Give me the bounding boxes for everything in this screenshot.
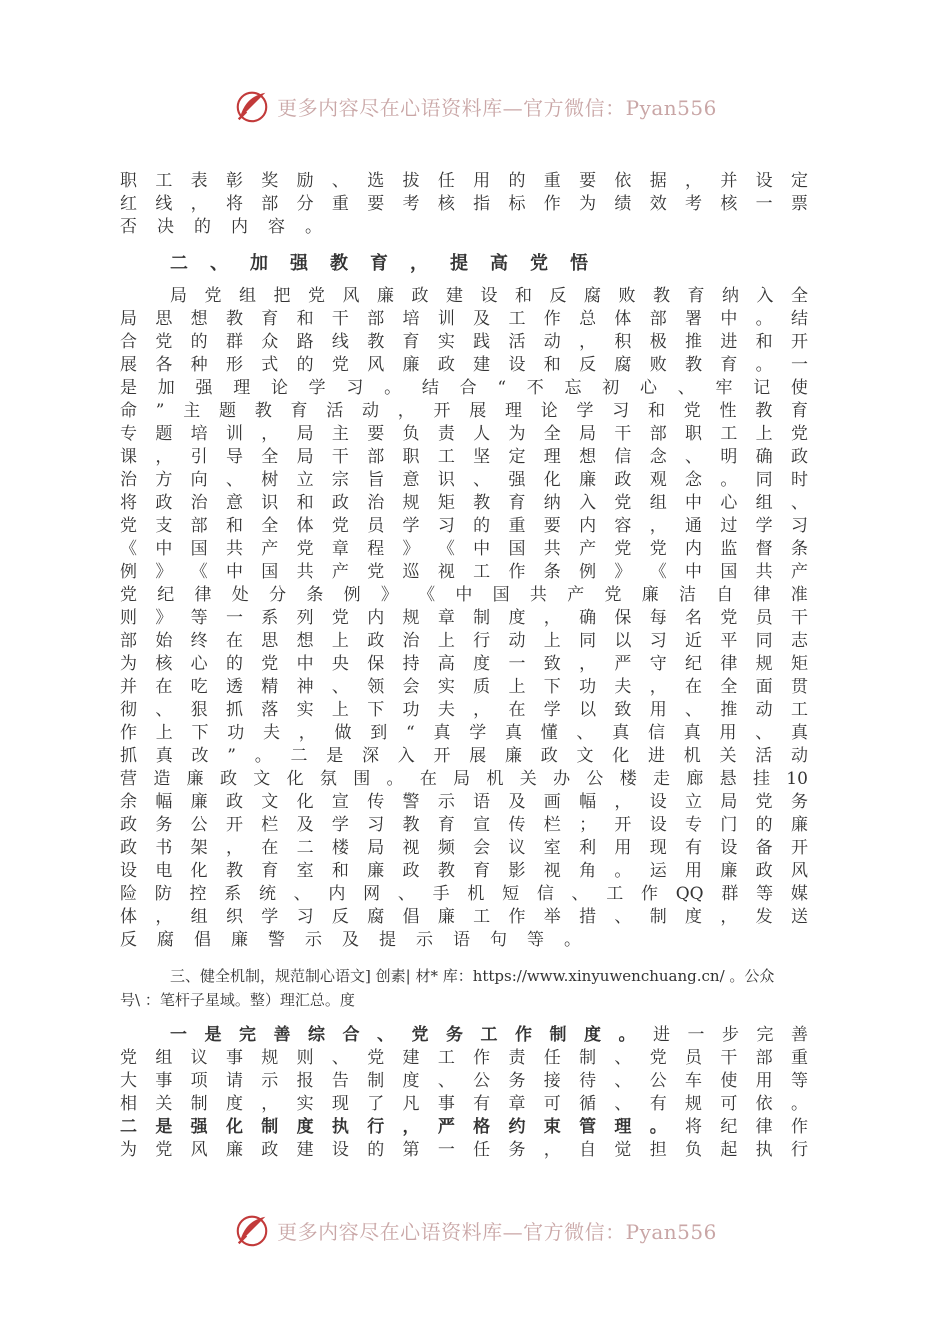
banner-text: 更多内容尽在心语资料库—官方微信：Pyan556 [277, 95, 717, 120]
paragraph-3-body [120, 1047, 808, 1116]
text-line: 部 始 终 在 思 想 上 政 治 上 行 动 上 同 以 习 近 平 同 志 [120, 631, 808, 651]
text-line: 险 防 控 系 统 、 内 网 、 手 机 短 信 、 工 作 QQ 群 等 媒 [120, 884, 808, 904]
text-line: 体 ， 组 织 学 习 反 腐 倡 廉 工 作 举 措 、 制 度 ， 发 送 [120, 907, 808, 927]
section-heading-3-line: 三、健全机制，规范制心语文] 创素| 材* 库：https://www.xinyuwenchuang.cn/ 。公众 [170, 967, 775, 985]
text-line: 将 政 治 意 识 和 政 治 规 矩 教 育 纳 入 党 组 中 心 组 、 [120, 493, 808, 513]
text-line: 大 事 项 请 示 报 告 制 度 、 公 务 接 待 、 公 车 使 用 等 [120, 1071, 808, 1091]
text-line: 课 ， 引 导 全 局 干 部 职 工 坚 定 理 想 信 念 、 明 确 政 [120, 447, 808, 467]
text-line: 抓 真 改 ” 。 二 是 深 入 开 展 廉 政 文 化 进 机 关 活 动 [120, 746, 808, 766]
text-line: 局 思 想 教 育 和 干 部 培 训 及 工 作 总 体 部 署 中 。 结 [120, 309, 808, 329]
pen-seal-logo-icon [233, 87, 271, 125]
text-line: 为 核 心 的 党 中 央 保 持 高 度 一 致 ， 严 守 纪 律 规 矩 [120, 654, 808, 674]
text-line: 《 中 国 共 产 党 章 程 》 《 中 国 共 产 党 党 内 监 督 条 [120, 539, 808, 559]
paragraph-3-line-1: 一 是 完 善 综 合 、 党 务 工 作 制 度 。 进 一 步 完 善 [170, 1025, 808, 1045]
text-line: 设 电 化 教 育 室 和 廉 政 教 育 影 视 角 。 运 用 廉 政 风 [120, 861, 808, 881]
text-line: 合 党 的 群 众 路 线 教 育 实 践 活 动 ， 积 极 推 进 和 开 [120, 332, 808, 352]
text-line: 是 加 强 理 论 学 习 。 结 合 “ 不 忘 初 心 、 牢 记 使 [120, 378, 808, 398]
section-heading-2: 二 、 加 强 教 育 ， 提 高 党 悟 [170, 253, 588, 274]
text-line: 则 》 等 一 系 列 党 内 规 章 制 度 ， 确 保 每 名 党 员 干 [120, 608, 808, 628]
text-line: 相 关 制 度 ， 实 现 了 凡 事 有 章 可 循 、 有 规 可 依 。 [120, 1094, 808, 1114]
text-line: 党 纪 律 处 分 条 例 》 《 中 国 共 产 党 廉 洁 自 律 准 [120, 585, 808, 605]
text-line: 余 幅 廉 政 文 化 宣 传 警 示 语 及 画 幅 ， 设 立 局 党 务 [120, 792, 808, 812]
document-body [120, 170, 808, 1162]
paragraph-1 [120, 170, 808, 239]
text-line: 展 各 种 形 式 的 党 风 廉 政 建 设 和 反 腐 败 教 育 。 一 [120, 355, 808, 375]
text-line: 作 上 下 功 夫 ， 做 到 “ 真 学 真 懂 、 真 信 真 用 、 真 [120, 723, 808, 743]
banner-text: 更多内容尽在心语资料库—官方微信：Pyan556 [277, 1219, 717, 1244]
paragraph-3-line-5: 二 是 强 化 制 度 执 行 ， 严 格 约 束 管 理 。 将 纪 律 作 [120, 1117, 808, 1137]
text-line: 例 》 《 中 国 共 产 党 巡 视 工 作 条 例 》 《 中 国 共 产 [120, 562, 808, 582]
text-line: 职 工 表 彰 奖 励 、 选 拔 任 用 的 重 要 依 据 ， 并 设 定 [120, 171, 808, 191]
top-watermark-banner [0, 86, 950, 126]
text-line: 专 题 培 训 ， 局 主 要 负 责 人 为 全 局 干 部 职 工 上 党 [120, 424, 808, 444]
text-line: 治 方 向 、 树 立 宗 旨 意 识 、 强 化 廉 政 观 念 。 同 时 [120, 470, 808, 490]
bottom-watermark-banner [0, 1210, 950, 1250]
text-line: 并 在 吃 透 精 神 、 领 会 实 质 上 下 功 夫 ， 在 全 面 贯 [120, 677, 808, 697]
text-line: 反 腐 倡 廉 警 示 及 提 示 语 句 等 。 [120, 930, 581, 950]
section-heading-3-line-2: 号\ ：笔杆子星域。整）理汇总。度 [120, 991, 355, 1009]
paragraph-3-line-6: 为 党 风 廉 政 建 设 的 第 一 任 务 ， 自 觉 担 负 起 执 行 [120, 1140, 808, 1160]
text-line: 红 线 ， 将 部 分 重 要 考 核 指 标 作 为 绩 效 考 核 一 票 [120, 194, 808, 214]
text-line: 命 ” 主 题 教 育 活 动 ， 开 展 理 论 学 习 和 党 性 教 育 [120, 401, 808, 421]
text-line: 党 支 部 和 全 体 党 员 学 习 的 重 要 内 容 ， 通 过 学 习 [120, 516, 808, 536]
paragraph-2 [120, 285, 808, 952]
text-line: 局 党 组 把 党 风 廉 政 建 设 和 反 腐 败 教 育 纳 入 全 [170, 286, 808, 306]
text-line: 政 务 公 开 栏 及 学 习 教 育 宣 传 栏 ； 开 设 专 门 的 廉 [120, 815, 808, 835]
text-line: 营 造 廉 政 文 化 氛 围 。 在 局 机 关 办 公 楼 走 廊 悬 挂 10 [120, 769, 808, 789]
text-line: 党 组 议 事 规 则 、 党 建 工 作 责 任 制 、 党 员 干 部 重 [120, 1048, 808, 1068]
text-line: 彻 、 狠 抓 落 实 上 下 功 夫 ， 在 学 以 致 用 、 推 动 工 [120, 700, 808, 720]
paragraph-3 [120, 1024, 808, 1162]
text-line: 否 决 的 内 容 。 [120, 217, 322, 237]
pen-seal-logo-icon [233, 1211, 271, 1249]
text-line: 政 书 架 ， 在 二 楼 局 视 频 会 议 室 利 用 现 有 设 备 开 [120, 838, 808, 858]
